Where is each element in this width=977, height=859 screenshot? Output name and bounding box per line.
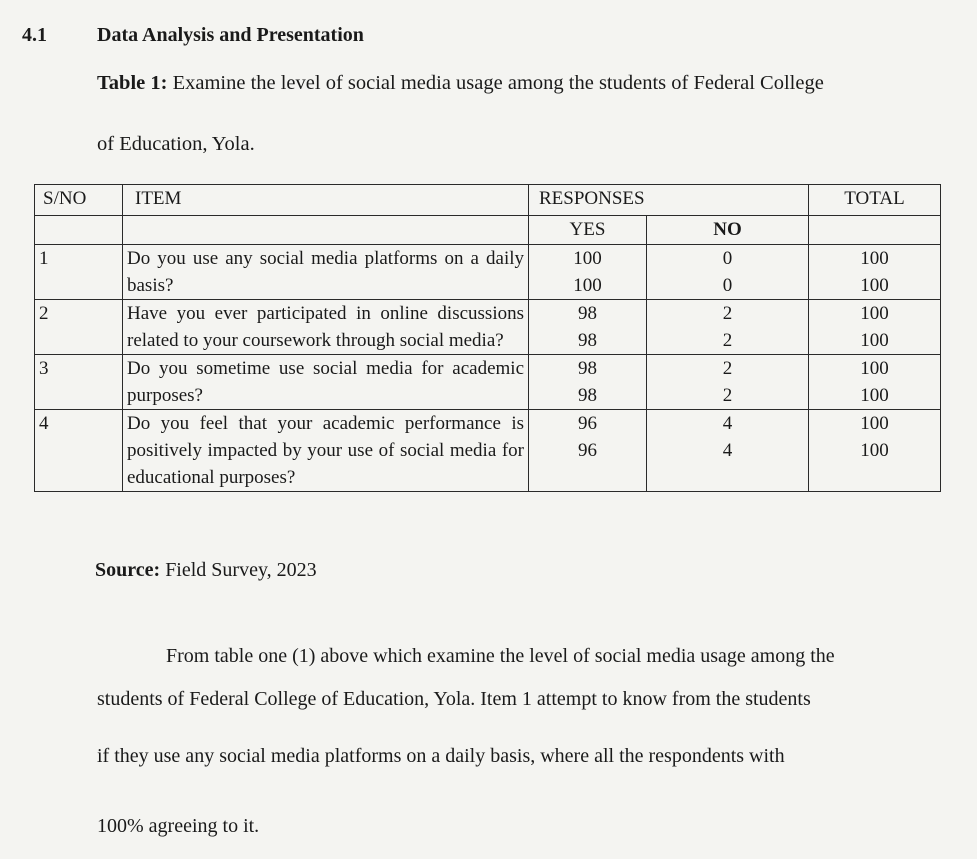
row-yes (529, 355, 647, 410)
table-row (35, 355, 941, 410)
table-source (95, 559, 317, 582)
row-total (809, 300, 941, 355)
yes-value: 98 (578, 330, 597, 351)
total-value: 100 (860, 358, 889, 379)
row-total (809, 410, 941, 492)
table-caption-label: Table 1: (97, 72, 168, 94)
table-header-row (35, 185, 941, 216)
section-title: Data Analysis and Presentation (97, 24, 364, 46)
row-total (809, 355, 941, 410)
row-yes (529, 410, 647, 492)
total-value: 100 (860, 303, 889, 324)
total-value: 100 (860, 413, 889, 434)
row-no (647, 355, 809, 410)
table-row (35, 245, 941, 300)
row-yes (529, 245, 647, 300)
yes-value: 98 (578, 358, 597, 379)
row-sno: 2 (35, 300, 123, 355)
yes-value: 100 (573, 275, 602, 296)
section-number: 4.1 (22, 24, 47, 46)
yes-value: 96 (578, 413, 597, 434)
no-value: 0 (722, 275, 733, 296)
subheader-empty-total (809, 216, 941, 245)
no-value: 2 (722, 303, 733, 324)
row-item: Do you sometime use social media for academic purposes? (123, 355, 529, 410)
header-no: NO (647, 216, 809, 245)
table-row (35, 410, 941, 492)
table-subheader-row (35, 216, 941, 245)
paragraph-line: 100% agreeing to it. (97, 815, 260, 837)
total-value: 100 (860, 275, 889, 296)
yes-value: 98 (578, 303, 597, 324)
table-caption (97, 72, 824, 95)
no-value: 4 (722, 440, 733, 461)
subheader-empty-item (123, 216, 529, 245)
table-row (35, 300, 941, 355)
paragraph-line: if they use any social media platforms on a daily basis, where all the respondents with (97, 745, 785, 767)
no-value: 2 (722, 358, 733, 379)
row-no (647, 410, 809, 492)
yes-value: 96 (578, 440, 597, 461)
total-value: 100 (860, 248, 889, 269)
row-sno: 3 (35, 355, 123, 410)
table-caption-continued: of Education, Yola. (97, 133, 255, 155)
total-value: 100 (860, 330, 889, 351)
no-value: 2 (722, 330, 733, 351)
no-value: 2 (722, 385, 733, 406)
source-text: Field Survey, 2023 (160, 559, 317, 581)
paragraph-line: From table one (1) above which examine the level of social media usage among the (166, 645, 835, 667)
yes-value: 98 (578, 385, 597, 406)
header-sno: S/NO (35, 185, 123, 216)
header-total: TOTAL (809, 185, 941, 216)
header-responses: RESPONSES (529, 185, 647, 216)
row-item: Do you feel that your academic performance is positively impacted by your use of social media for educational purposes? (123, 410, 529, 492)
row-total (809, 245, 941, 300)
data-table (34, 184, 941, 492)
header-item: ITEM (123, 185, 529, 216)
row-no (647, 300, 809, 355)
row-sno: 1 (35, 245, 123, 300)
no-value: 4 (722, 413, 733, 434)
table-caption-text: Examine the level of social media usage among the students of Federal College (167, 72, 824, 94)
header-responses-spacer (647, 185, 809, 216)
row-sno: 4 (35, 410, 123, 492)
header-yes: YES (529, 216, 647, 245)
row-item: Do you use any social media platforms on a daily basis? (123, 245, 529, 300)
source-label: Source: (95, 559, 161, 581)
no-value: 0 (722, 248, 733, 269)
total-value: 100 (860, 385, 889, 406)
row-item: Have you ever participated in online discussions related to your coursework through social media? (123, 300, 529, 355)
subheader-empty-sno (35, 216, 123, 245)
row-yes (529, 300, 647, 355)
row-no (647, 245, 809, 300)
total-value: 100 (860, 440, 889, 461)
yes-value: 100 (573, 248, 602, 269)
paragraph-line: students of Federal College of Education, Yola. Item 1 attempt to know from the students (97, 688, 811, 710)
